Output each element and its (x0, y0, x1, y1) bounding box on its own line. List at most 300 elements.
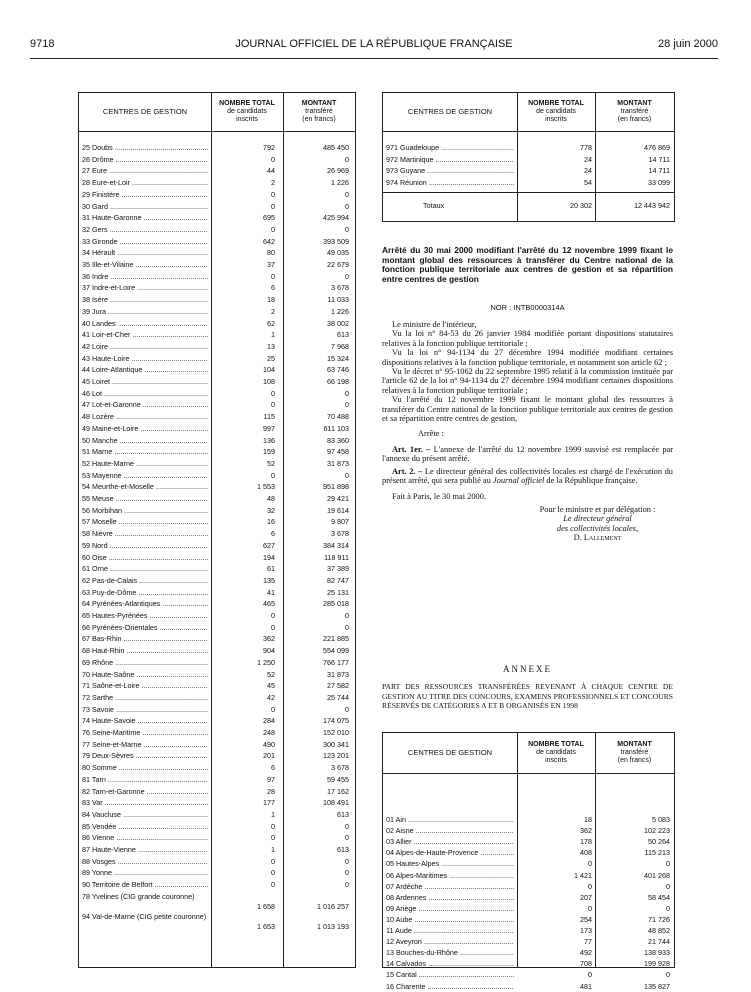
table-row (79, 447, 355, 457)
table-row (79, 237, 355, 247)
row-centre-name: 68 Haut-Rhin ..... (82, 646, 208, 656)
row-centre-name: 53 Mayenne ..... (82, 471, 208, 481)
table-row (79, 319, 355, 329)
row-amount: 21 744 (648, 937, 670, 947)
row-candidate-count: 0 (588, 881, 592, 891)
row-amount: 0 (666, 970, 670, 980)
row-candidate-count: 0 (588, 903, 592, 913)
row-centre-name: 25 Doubs ..... (82, 143, 208, 153)
col-montant (595, 733, 674, 773)
row-amount: 0 (345, 868, 349, 878)
left-table (78, 92, 356, 968)
table-row (383, 178, 674, 188)
row-centre-name: 07 Ardèche ..... (386, 882, 514, 892)
table-row (79, 494, 355, 504)
row-centre-name: 26 Drôme ..... (82, 155, 208, 165)
row-centre-name: 51 Marne ..... (82, 447, 208, 457)
row-amount: 15 324 (327, 353, 349, 363)
row-candidate-count: 18 (584, 815, 592, 824)
table-row (79, 670, 355, 680)
row-amount: 0 (666, 903, 670, 913)
row-candidate-count: 24 (584, 166, 592, 176)
row-centre-name: 76 Seine-Maritime ..... (82, 728, 208, 738)
row-amount: 63 746 (327, 365, 349, 375)
table-row (79, 716, 355, 726)
row-centre-name: 48 Lozère ..... (82, 412, 208, 422)
row-amount: 7 968 (331, 341, 349, 351)
row-amount: 0 (345, 856, 349, 866)
row-amount: 31 873 (327, 458, 349, 468)
table-row (383, 915, 674, 925)
table-row (79, 623, 355, 633)
row-centre-name: 81 Tarn ..... (82, 775, 208, 785)
row-candidate-count: 1 553 (257, 482, 275, 492)
row-candidate-count: 778 (580, 143, 592, 152)
col-nombre-l3: inscrits (236, 116, 258, 123)
table-row (79, 857, 355, 867)
row-centre-name: 65 Hautes-Pyrénées ..... (82, 611, 208, 621)
table-row (79, 599, 355, 609)
row-amount: 115 213 (644, 848, 670, 858)
col-nombre-l1: NOMBRE TOTAL (219, 100, 275, 107)
table-row (383, 859, 674, 869)
table-row (79, 307, 355, 317)
row-centre-name: 67 Bas-Rhin ..... (82, 634, 208, 644)
col-montant-l2: transféré (620, 749, 649, 756)
row-centre-name: 58 Nièvre ..... (82, 529, 208, 539)
totals-label: Totaux (423, 201, 445, 210)
col-nombre-l2: de candidats (227, 108, 267, 115)
row-centre-name: 11 Aude ..... (386, 926, 514, 936)
row-amount: 14 711 (648, 154, 670, 164)
row-amount: 50 264 (648, 837, 670, 847)
row-candidate-count: 1 (271, 845, 275, 854)
row-candidate-count: 0 (271, 388, 275, 398)
table-row (79, 248, 355, 258)
row-candidate-count: 997 (263, 423, 275, 433)
row-centre-name: 47 Lot-et-Garonne ..... (82, 400, 208, 410)
article-1 (382, 445, 673, 464)
right-top-table (382, 92, 675, 222)
row-amount: 49 035 (327, 248, 349, 258)
col-montant-l2: transféré (305, 108, 333, 115)
article-1-text: L'annexe de l'arrêté du 12 novembre 1999 susvisé est remplacée par l'annexe du présent arrêté. (382, 444, 674, 464)
table-row (79, 412, 355, 422)
row-amount: 0 (345, 470, 349, 480)
row-centre-name: 80 Somme ..... (82, 763, 208, 773)
row-amount: 25 744 (327, 692, 349, 702)
signature-name: D. Lallement (573, 533, 622, 543)
table-row (383, 848, 674, 858)
row-centre-name: 73 Savoie ..... (82, 705, 208, 715)
row-amount: 300 341 (323, 739, 349, 749)
row-amount: 22 679 (327, 260, 349, 269)
arrete-visa-1: Vu la loi n° 84-53 du 26 janvier 1984 modifiée portant dispositions statutaires relatives à la fonction publique territoriale ; (382, 329, 673, 348)
row-amount: 3 678 (331, 763, 349, 773)
table-row (79, 213, 355, 223)
table-row (79, 202, 355, 212)
row-candidate-count: 0 (271, 271, 275, 281)
row-candidate-count: 16 (267, 517, 275, 527)
row-centre-name: 974 Réunion ..... (386, 178, 514, 188)
signature-block (382, 505, 673, 543)
running-header (30, 38, 718, 54)
row-centre-name: 90 Territoire de Belfort ..... (82, 880, 208, 890)
row-centre-name: 71 Saône-et-Loire ..... (82, 681, 208, 691)
totals-count: 20 302 (570, 201, 592, 210)
row-candidate-count: 52 (267, 458, 275, 468)
row-candidate-count: 492 (580, 948, 592, 958)
row-amount: 221 885 (323, 634, 349, 644)
row-amount: 0 (345, 704, 349, 714)
row-centre-name: 86 Vienne ..... (82, 833, 208, 843)
row-candidate-count: 61 (267, 564, 275, 574)
row-amount: 66 198 (327, 377, 349, 386)
row-candidate-count: 159 (263, 447, 275, 457)
table-row (79, 892, 355, 912)
table-row (383, 871, 674, 881)
row-amount: 0 (345, 271, 349, 281)
table-row (79, 389, 355, 399)
row-centre-name: 55 Meuse ..... (82, 494, 208, 504)
row-amount: 83 360 (327, 435, 349, 445)
row-amount: 31 873 (327, 669, 349, 679)
row-amount: 613 (337, 330, 349, 340)
table-row (79, 225, 355, 235)
row-candidate-count: 708 (580, 959, 592, 969)
row-centre-name: 39 Jura ..... (82, 307, 208, 317)
row-candidate-count: 0 (588, 970, 592, 980)
table-row (79, 272, 355, 282)
table-row (79, 787, 355, 797)
totals-row (383, 201, 674, 211)
row-amount: 0 (345, 224, 349, 234)
table-row (79, 471, 355, 481)
annexe-subtitle: PART DES RESSOURCES TRANSFÉRÉES REVENANT À CHAQUE CENTRE DE GESTION AU TITRE DES CONCOURS, EXAMENS PROFESSIONNELS ET CONCOURS RÉSERVÉS DE CATÉGORIES A ET B ORGANISÉS EN 1998 (382, 682, 673, 711)
row-centre-name: 50 Manche ..... (82, 436, 208, 446)
col-nombre-l1: NOMBRE TOTAL (528, 100, 584, 107)
issue-date: 28 juin 2000 (658, 38, 718, 50)
row-candidate-count: 37 (267, 260, 275, 269)
row-centre-name: 12 Aveyron ..... (386, 937, 514, 947)
article-2-label: Art. 2. – (392, 466, 423, 476)
row-candidate-count: 642 (263, 236, 275, 246)
row-candidate-count: 97 (267, 774, 275, 784)
row-candidate-count: 0 (271, 611, 275, 620)
row-candidate-count: 104 (263, 365, 275, 375)
row-candidate-count: 284 (263, 716, 275, 726)
arrete-visa-2: Vu la loi n° 94-1134 du 27 décembre 1994 modifiée modifiant certaines dispositions relatives à la fonction publique territoriale, et notamment son article 62 ; (382, 348, 673, 367)
row-centre-name: 16 Charente ..... (386, 982, 514, 992)
row-centre-name: 59 Nord ..... (82, 541, 208, 551)
row-centre-name: 78 Yvelines (CIG grande couronne) (82, 891, 195, 901)
row-candidate-count: 173 (580, 926, 592, 935)
row-candidate-count: 13 (267, 341, 275, 351)
row-amount: 37 389 (327, 564, 349, 574)
table-row (383, 826, 674, 836)
table-row (79, 798, 355, 808)
row-centre-name: 63 Puy-de-Dôme ..... (82, 588, 208, 598)
row-candidate-count: 0 (271, 400, 275, 410)
row-amount: 0 (345, 201, 349, 211)
table-row (79, 775, 355, 785)
row-amount: 0 (345, 821, 349, 831)
table-row (79, 810, 355, 820)
table-row (79, 424, 355, 434)
row-amount: 118 911 (324, 552, 349, 562)
table-row (383, 815, 674, 825)
annexe-title: ANNEXE (503, 664, 552, 674)
arrete-visa-3: Vu le décret n° 95-1062 du 22 septembre 1995 relatif à la commission instituée par l'article 62 de la loi n° 94-1134 du 27 décembre 1994 modifiant certaines dispositions relatives à la fonction publique territoriale ; (382, 367, 673, 395)
table-row (383, 166, 674, 176)
row-candidate-count: 207 (580, 892, 592, 902)
row-amount: 384 314 (323, 540, 349, 550)
journal-title: JOURNAL OFFICIEL DE LA RÉPUBLIQUE FRANÇAISE (235, 38, 513, 50)
row-candidate-count: 254 (580, 914, 592, 924)
row-candidate-count: 362 (263, 634, 275, 644)
row-amount: 138 933 (644, 948, 670, 958)
article-2-journal: Journal officiel (492, 476, 545, 486)
row-amount: 5 083 (652, 815, 670, 824)
row-amount: 0 (345, 880, 349, 890)
row-candidate-count: 42 (267, 692, 275, 702)
table-row (79, 822, 355, 832)
page-number: 9718 (30, 38, 55, 50)
row-amount: 82 747 (327, 575, 349, 585)
table-row (79, 517, 355, 527)
row-candidate-count: 32 (267, 505, 275, 515)
row-centre-name: 87 Haute-Vienne ..... (82, 845, 208, 855)
table-row (79, 482, 355, 492)
row-candidate-count: 54 (584, 178, 592, 188)
row-centre-name: 09 Ariège ..... (386, 904, 514, 914)
table-row (79, 564, 355, 574)
row-centre-name: 61 Orne ..... (82, 564, 208, 574)
row-candidate-count: 0 (271, 622, 275, 632)
row-candidate-count: 408 (580, 848, 592, 858)
col-nombre-l3: inscrits (545, 757, 567, 764)
row-amount: 38 002 (327, 318, 349, 328)
table-row (79, 365, 355, 375)
arrete-title: Arrêté du 30 mai 2000 modifiant l'arrêté du 12 novembre 1999 fixant le montant global des ressources à transférer du Centre national de la fonction publique territoriale aux centres de gestion et sa répartition entre centres de gestion (382, 245, 673, 284)
row-amount: 17 162 (327, 786, 349, 796)
row-amount: 401 268 (644, 870, 670, 880)
table-row (79, 436, 355, 446)
row-candidate-count: 24 (584, 154, 592, 164)
row-amount: 1 226 (331, 306, 349, 316)
row-candidate-count: 0 (271, 856, 275, 866)
row-centre-name: 35 Ille-et-Vilaine ..... (82, 260, 208, 270)
col-montant-l3: (en francs) (617, 116, 652, 123)
row-amount: 25 131 (327, 587, 349, 597)
table-row (79, 693, 355, 703)
table-row (79, 658, 355, 668)
row-amount: 0 (345, 154, 349, 164)
row-candidate-count: 695 (263, 213, 275, 223)
col-montant-l2: transféré (620, 108, 649, 115)
row-candidate-count: 6 (271, 763, 275, 773)
row-centre-name: 94 Val-de-Marne (CIG petite couronne) (82, 911, 207, 921)
row-centre-name: 40 Landes ..... (82, 319, 208, 329)
row-amount: 1 226 (331, 178, 349, 188)
row-candidate-count: 52 (267, 669, 275, 679)
article-2-end: de la République française. (546, 476, 638, 486)
row-amount: 108 491 (323, 798, 349, 808)
row-centre-name: 83 Var ..... (82, 798, 208, 808)
table-row (79, 588, 355, 598)
table-row (383, 926, 674, 936)
col-nombre (211, 93, 283, 131)
row-candidate-count: 48 (267, 494, 275, 503)
table-row (383, 893, 674, 903)
row-centre-name: 02 Aisne ..... (386, 826, 514, 836)
table-row (79, 740, 355, 750)
row-candidate-count: 490 (263, 739, 275, 749)
table-row (383, 837, 674, 847)
col-montant-l1: MONTANT (301, 100, 337, 107)
row-amount: 0 (666, 881, 670, 891)
col-centres: CENTRES DE GESTION (407, 107, 493, 116)
table-row (383, 155, 674, 165)
row-centre-name: 64 Pyrénées-Atlantiques ..... (82, 599, 208, 609)
col-montant-l3: (en francs) (302, 116, 336, 123)
row-candidate-count: 1 (271, 809, 275, 819)
row-amount: 199 928 (644, 959, 670, 969)
row-centre-name: 13 Bouches-du-Rhône ..... (386, 948, 514, 958)
row-candidate-count: 465 (263, 599, 275, 609)
row-candidate-count: 177 (263, 798, 275, 808)
row-centre-name: 37 Indre-et-Loire ..... (82, 283, 208, 293)
row-centre-name: 85 Vendée ..... (82, 822, 208, 832)
row-amount: 102 223 (644, 826, 670, 836)
row-amount: 393 509 (323, 236, 349, 246)
row-candidate-count: 2 (271, 178, 275, 188)
row-candidate-count: 0 (271, 201, 275, 211)
row-centre-name: 89 Yonne ..... (82, 868, 208, 878)
row-centre-name: 28 Eure-et-Loir ..... (82, 178, 208, 188)
table-row (383, 904, 674, 914)
row-amount: 70 488 (327, 412, 349, 422)
table-row (79, 330, 355, 340)
row-centre-name: 43 Haute-Loire ..... (82, 354, 208, 364)
row-candidate-count: 362 (580, 826, 592, 836)
row-amount: 11 033 (327, 295, 349, 305)
row-centre-name: 77 Seine-et-Marne ..... (82, 740, 208, 750)
row-candidate-count: 0 (271, 880, 275, 890)
row-candidate-count: 6 (271, 283, 275, 293)
arrete-word: Arrête : (418, 429, 444, 439)
table-row (79, 705, 355, 715)
table-row (79, 611, 355, 621)
row-candidate-count: 194 (263, 552, 275, 562)
row-candidate-count: 28 (267, 786, 275, 796)
row-centre-name: 03 Allier ..... (386, 837, 514, 847)
table-row (79, 166, 355, 176)
row-candidate-count: 627 (263, 540, 275, 550)
row-centre-name: 74 Haute-Savoie ..... (82, 716, 208, 726)
row-centre-name: 69 Rhône ..... (82, 658, 208, 668)
row-centre-name: 10 Aube ..... (386, 915, 514, 925)
row-centre-name: 79 Deux-Sèvres ..... (82, 751, 208, 761)
table-row (383, 937, 674, 947)
row-candidate-count: 45 (267, 681, 275, 691)
table-row (383, 959, 674, 969)
row-centre-name: 62 Pas-de-Calais ..... (82, 576, 208, 586)
row-candidate-count: 62 (267, 318, 275, 328)
row-centre-name: 72 Sarthe ..... (82, 693, 208, 703)
row-candidate-count: 178 (580, 837, 592, 847)
row-amount: 0 (345, 611, 349, 620)
row-centre-name: 41 Loir-et-Cher ..... (82, 330, 208, 340)
row-amount: 33 099 (648, 178, 670, 188)
table-row (79, 912, 355, 932)
row-amount: 152 010 (323, 728, 349, 737)
article-2 (382, 467, 673, 486)
annexe-table-header (383, 733, 674, 774)
row-candidate-count: 2 (271, 306, 275, 316)
row-centre-name: 52 Haute-Marne ..... (82, 459, 208, 469)
table-row (79, 178, 355, 188)
signature-line-3: des collectivités locales, (556, 523, 639, 533)
col-nombre-l2: de candidats (536, 108, 576, 115)
row-amount: 135 827 (644, 981, 670, 991)
article-1-label: Art. 1er. – (392, 444, 431, 454)
row-amount: 766 177 (323, 657, 349, 667)
row-centre-name: 44 Loire-Atlantique ..... (82, 365, 208, 375)
row-centre-name: 56 Morbihan ..... (82, 506, 208, 516)
table-row (79, 400, 355, 410)
table-row (79, 576, 355, 586)
row-candidate-count: 1 653 (257, 921, 275, 931)
table-row (79, 646, 355, 656)
row-candidate-count: 41 (267, 587, 275, 597)
row-amount: 951 898 (323, 482, 349, 492)
nor-reference: NOR : INTB0000314A (490, 303, 565, 312)
arrete-minister: Le ministre de l'intérieur, (392, 320, 477, 329)
row-centre-name: 36 Indre ..... (82, 272, 208, 282)
col-montant-l1: MONTANT (617, 741, 652, 748)
table-row (383, 143, 674, 153)
row-amount: 485 450 (323, 143, 349, 152)
row-candidate-count: 0 (271, 868, 275, 878)
table-row (79, 541, 355, 551)
fait-a-paris: Fait à Paris, le 30 mai 2000. (392, 491, 486, 501)
left-table-header (79, 93, 355, 132)
row-amount: 285 018 (323, 599, 349, 609)
row-candidate-count: 18 (267, 295, 275, 305)
totals-rule (383, 192, 674, 193)
table-row (79, 728, 355, 738)
row-amount: 14 711 (648, 166, 670, 176)
row-candidate-count: 6 (271, 529, 275, 539)
row-amount: 48 852 (648, 926, 670, 935)
row-centre-name: 01 Ain ..... (386, 815, 514, 825)
row-candidate-count: 25 (267, 353, 275, 363)
row-amount: 3 678 (331, 529, 349, 539)
table-row (79, 377, 355, 387)
row-candidate-count: 792 (263, 143, 275, 152)
table-row (79, 190, 355, 200)
row-amount: 174 075 (323, 716, 349, 726)
row-centre-name: 34 Hérault ..... (82, 248, 208, 258)
row-amount: 3 678 (331, 283, 349, 293)
row-amount: 0 (345, 388, 349, 398)
col-nombre-l3: inscrits (545, 116, 567, 123)
col-montant (283, 93, 355, 131)
table-row (79, 763, 355, 773)
signature-line-2: Le directeur général (563, 514, 632, 524)
row-centre-name: 60 Oise ..... (82, 553, 208, 563)
